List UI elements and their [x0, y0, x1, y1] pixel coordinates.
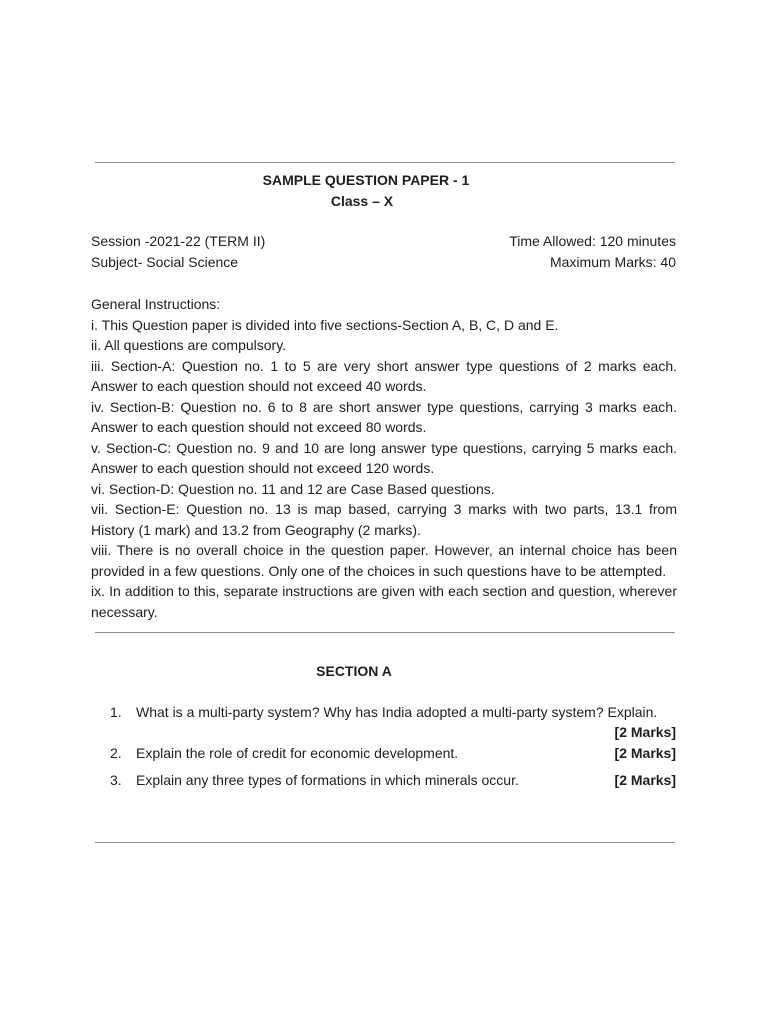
question-marks: [2 Marks] [614, 772, 676, 788]
instruction-item: iii. Section-A: Question no. 1 to 5 are very short answer type questions of 2 marks each. Answer to each question should not exceed 40 words. [91, 357, 677, 394]
paper-title: SAMPLE QUESTION PAPER - 1 [262, 172, 470, 188]
session-label: Session -2021-22 (TERM II) [91, 233, 266, 249]
section-title: SECTION A [316, 663, 392, 679]
question-number: 2. [110, 745, 122, 761]
bottom-divider [95, 842, 675, 843]
class-label: Class – X [330, 193, 394, 209]
meta-row-subject [91, 254, 676, 270]
question-marks: [2 Marks] [614, 745, 676, 761]
subject-label: Subject- Social Science [91, 254, 239, 270]
question-text: Explain any three types of formations in which minerals occur. [136, 772, 519, 788]
meta-row-session [91, 233, 676, 249]
question-marks: [2 Marks] [614, 724, 676, 740]
question-number: 1. [110, 704, 122, 720]
question-text: Explain the role of credit for economic development. [136, 745, 459, 761]
instruction-item: vi. Section-D: Question no. 11 and 12 are Case Based questions. [91, 480, 495, 497]
maximum-marks-label: Maximum Marks: 40 [549, 254, 676, 270]
instruction-item: ii. All questions are compulsory. [91, 337, 287, 353]
question-item [110, 704, 676, 744]
instruction-item: i. This Question paper is divided into five sections-Section A, B, C, D and E. [91, 316, 559, 333]
question-number: 3. [110, 772, 122, 788]
question-text: What is a multi-party system? Why has India adopted a multi-party system? Explain. [136, 704, 658, 720]
time-allowed-label: Time Allowed: 120 minutes [509, 233, 676, 249]
instructions-heading: General Instructions: [91, 296, 221, 312]
instruction-item: ix. In addition to this, separate instructions are given with each section and question, wherever necessary. [91, 583, 677, 620]
middle-divider [95, 632, 675, 633]
instruction-item: v. Section-C: Question no. 9 and 10 are long answer type questions, carrying 5 marks each. Answer to each question should not exceed 120 words. [91, 439, 677, 476]
instruction-item: iv. Section-B: Question no. 6 to 8 are short answer type questions, carrying 3 marks each. Answer to each question should not exceed 80 words. [91, 398, 677, 435]
instruction-item: vii. Section-E: Question no. 13 is map based, carrying 3 marks with two parts, 13.1 from History (1 mark) and 13.2 from Geography (2 marks). [91, 501, 677, 538]
instruction-item: viii. There is no overall choice in the question paper. However, an internal choice has been provided in a few questions. Only one of the choices in such questions have to be attempted. [91, 542, 677, 579]
top-divider [95, 162, 675, 163]
general-instructions [91, 294, 677, 622]
